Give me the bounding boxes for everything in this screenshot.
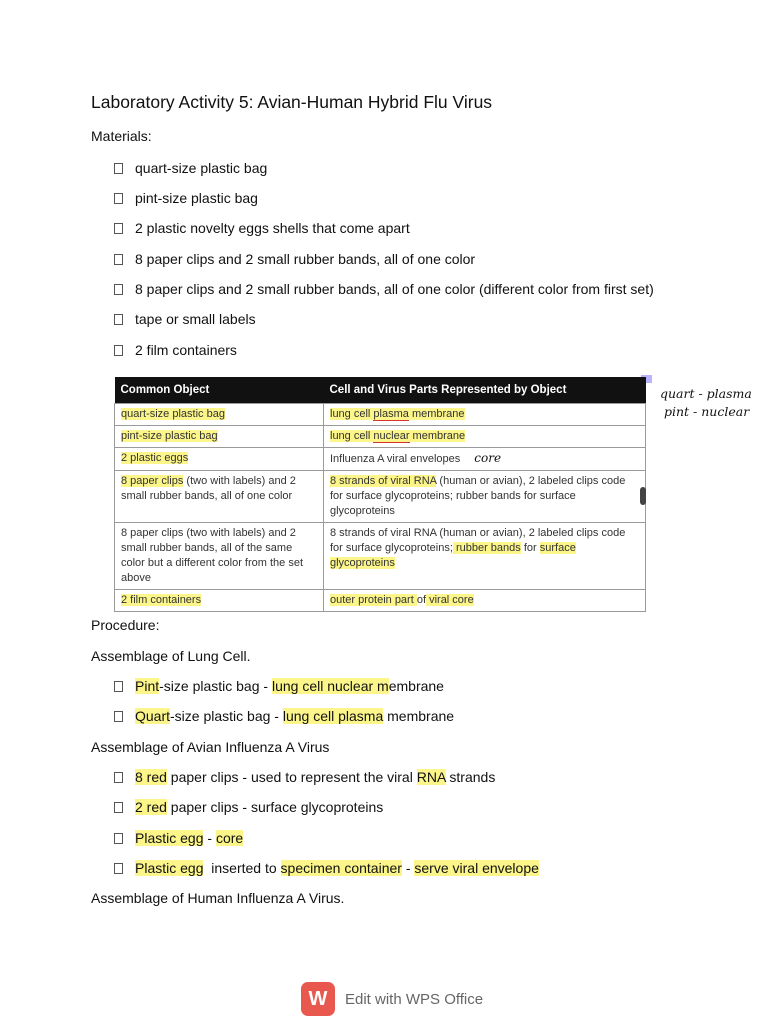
section-heading: Assemblage of Human Influenza A Virus.: [91, 890, 345, 906]
list-item: tape or small labels: [114, 311, 256, 327]
list-item: 8 paper clips and 2 small rubber bands, all of one color (different color from first set): [114, 281, 654, 297]
list-item: Pint-size plastic bag - lung cell nuclear membrane: [114, 678, 444, 694]
bullet-icon: [114, 284, 123, 295]
table-row: [115, 523, 646, 590]
bullet-icon: [114, 314, 123, 325]
list-item: 2 plastic novelty eggs shells that come apart: [114, 220, 410, 236]
column-header: Cell and Virus Parts Represented by Object: [324, 377, 646, 404]
list-item: pint-size plastic bag: [114, 190, 258, 206]
handwritten-note: pint - nuclear: [664, 404, 750, 419]
bullet-icon: [114, 223, 123, 234]
wps-edit-banner[interactable]: [301, 981, 483, 1017]
table-row: [115, 404, 646, 426]
bullet-icon: [114, 833, 123, 844]
list-item: 8 red paper clips - used to represent the viral RNA strands: [114, 769, 495, 785]
table-cell: lung cell plasma membrane: [324, 404, 646, 426]
table-cell: 2 plastic eggs: [115, 448, 324, 471]
handwritten-note: core: [474, 451, 502, 465]
table-row: [115, 471, 646, 523]
table-cell: 8 strands of viral RNA (human or avian), 2 labeled clips code for surface glycoproteins; rubber bands for surface glycoproteins: [324, 471, 646, 523]
table-row: [115, 426, 646, 448]
table-cell: lung cell nuclear membrane: [324, 426, 646, 448]
column-header: Common Object: [115, 377, 324, 404]
page-title: Laboratory Activity 5: Avian-Human Hybrid Flu Virus: [91, 92, 493, 112]
bullet-icon: [114, 254, 123, 265]
table-cell: 8 paper clips (two with labels) and 2 small rubber bands, all of one color: [115, 471, 324, 523]
table-row: [115, 448, 646, 471]
list-item: quart-size plastic bag: [114, 160, 267, 176]
table-row: [115, 590, 646, 612]
list-item: 2 red paper clips - surface glycoproteins: [114, 799, 383, 815]
bullet-icon: [114, 711, 123, 722]
table-cell: quart-size plastic bag: [115, 404, 324, 426]
table-cell: 8 strands of viral RNA (human or avian), 2 labeled clips code for surface glycoproteins; rubber bands for surface glycoproteins: [324, 523, 646, 590]
scroll-handle[interactable]: [640, 487, 646, 505]
bullet-icon: [114, 772, 123, 783]
wps-edit-label[interactable]: Edit with WPS Office: [345, 990, 484, 1008]
section-heading: Assemblage of Lung Cell.: [91, 648, 251, 664]
section-heading: Assemblage of Avian Influenza A Virus: [91, 739, 330, 755]
procedure-heading: Procedure:: [91, 617, 160, 633]
table-cell: 2 film containers: [115, 590, 324, 612]
bullet-icon: [114, 163, 123, 174]
materials-heading: Materials:: [91, 128, 152, 144]
bullet-icon: [114, 345, 123, 356]
bullet-icon: [114, 863, 123, 874]
bullet-icon: [114, 681, 123, 692]
wps-logo-icon: W: [301, 982, 335, 1016]
table-header-row: [115, 377, 646, 404]
materials-table: [114, 377, 646, 612]
table-cell: outer protein part of viral core: [324, 590, 646, 612]
list-item: 2 film containers: [114, 342, 237, 358]
table-cell: 8 paper clips (two with labels) and 2 small rubber bands, all of the same color but a different color from the set above: [115, 523, 324, 590]
table-cell: Influenza A viral envelopes core: [324, 448, 646, 471]
handwritten-note: quart - plasma: [660, 386, 752, 401]
list-item: Quart-size plastic bag - lung cell plasma membrane: [114, 708, 454, 724]
list-item: Plastic egg - core: [114, 830, 243, 846]
list-item: Plastic egg inserted to specimen container - serve viral envelope: [114, 860, 539, 876]
bullet-icon: [114, 802, 123, 813]
table-cell: pint-size plastic bag: [115, 426, 324, 448]
bullet-icon: [114, 193, 123, 204]
list-item: 8 paper clips and 2 small rubber bands, all of one color: [114, 251, 475, 267]
